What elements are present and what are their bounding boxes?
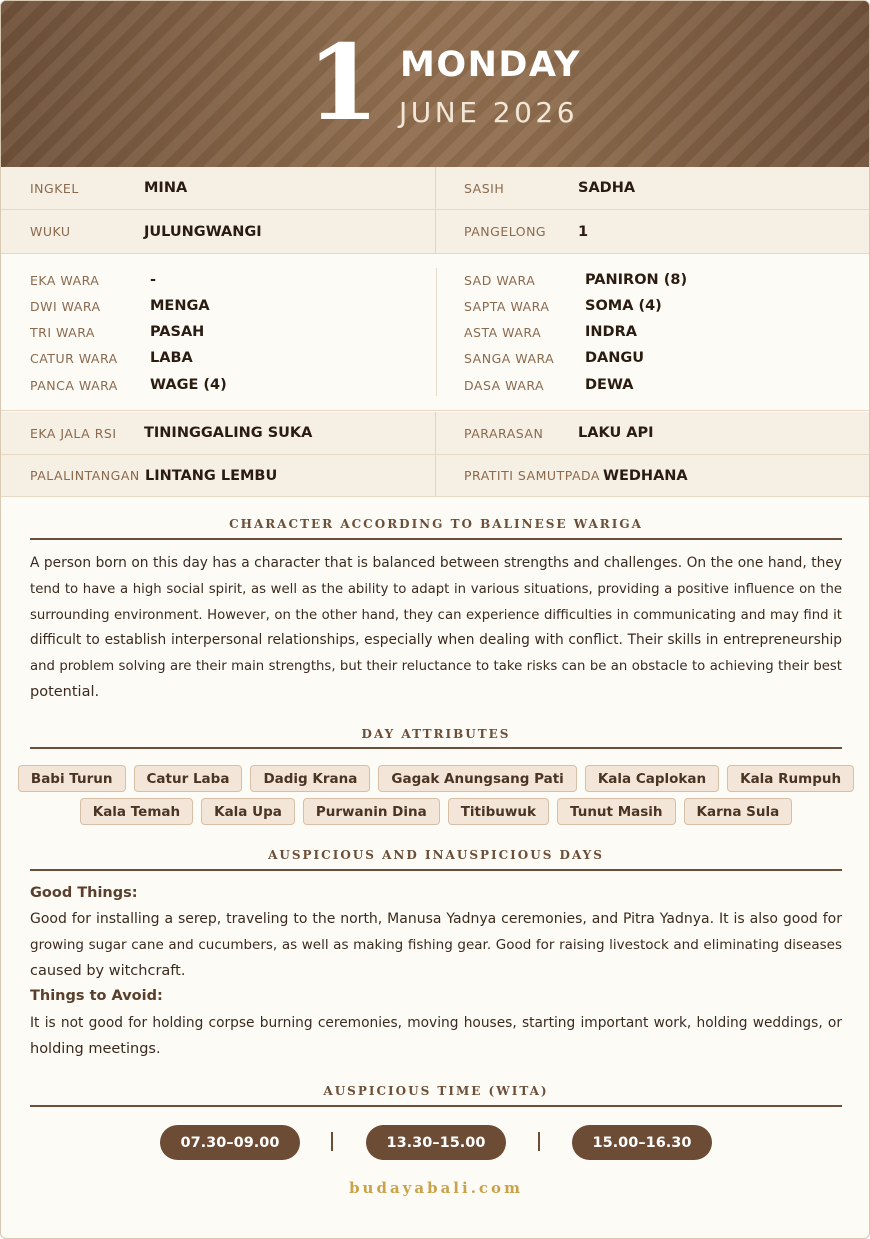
- wara-value: PANIRON (8): [585, 272, 688, 288]
- good-things-paragraph: [30, 907, 842, 984]
- info-cell-pararasan: [437, 412, 870, 454]
- info-value: WEDHANA: [603, 467, 688, 484]
- section-rule: [30, 538, 842, 540]
- attribute-chip: Kala Caplokan: [585, 765, 719, 792]
- month-year: JUNE 2026: [399, 96, 579, 129]
- wara-value: DEWA: [585, 377, 634, 393]
- section-title-days: AUSPICIOUS AND INAUSPICIOUS DAYS: [268, 848, 604, 862]
- wara-item-eka: [30, 269, 156, 291]
- section-title-attributes: DAY ATTRIBUTES: [361, 727, 511, 741]
- time-slot-pill: 15.00–16.30: [572, 1125, 712, 1160]
- attribute-chip: Babi Turun: [18, 765, 126, 792]
- wara-value: MENGA: [150, 298, 210, 314]
- wara-item-sanga: [464, 347, 644, 369]
- wara-value: INDRA: [585, 324, 637, 340]
- info-cell-wuku: [1, 210, 436, 253]
- wara-value: DANGU: [585, 350, 645, 366]
- time-slot-pill: 07.30–09.00: [160, 1125, 300, 1160]
- attribute-chip: Titibuwuk: [448, 798, 549, 825]
- attribute-chip: Dadig Krana: [250, 765, 370, 792]
- time-slots: [1, 1125, 870, 1160]
- avoid-heading: Things to Avoid:: [30, 988, 163, 1004]
- section-rule: [30, 869, 842, 871]
- wara-label: SAPTA WARA: [464, 298, 550, 314]
- info-value: 1: [578, 223, 589, 240]
- paragraph-line: and problem solving are their main strengths, but their reluctance to take risks can be an obstacle to achieving their best: [30, 659, 842, 675]
- good-things-heading: Good Things:: [30, 885, 138, 901]
- attribute-chip: Catur Laba: [134, 765, 243, 792]
- attribute-chip: Karna Sula: [684, 798, 793, 825]
- wara-label: DASA WARA: [464, 377, 545, 393]
- wara-divider: [436, 268, 437, 396]
- info-cell-pangelong: [437, 210, 870, 253]
- info-row-wuku-pangelong: [1, 210, 870, 254]
- section-title-times: AUSPICIOUS TIME (WITA): [323, 1084, 549, 1098]
- wara-label: SANGA WARA: [464, 350, 555, 366]
- info-cell-pratiti-samutpada: [437, 455, 870, 496]
- weekday: MONDAY: [400, 45, 582, 85]
- wara-value: -: [150, 272, 157, 288]
- wara-item-asta: [464, 321, 637, 343]
- info-label: WUKU: [30, 224, 71, 239]
- info-value: MINA: [144, 180, 188, 196]
- attribute-chip: Kala Rumpuh: [727, 765, 854, 792]
- paragraph-line: growing sugar cane and cucumbers, as well as making fishing gear. Good for raising livestock and eliminating diseases: [30, 936, 842, 953]
- wara-label: SAD WARA: [464, 272, 536, 288]
- date-header: [1, 1, 870, 167]
- wara-label: CATUR WARA: [30, 350, 118, 366]
- info-label: SASIH: [464, 180, 505, 196]
- wara-value: LABA: [150, 350, 193, 366]
- wara-item-dasa: [464, 374, 634, 396]
- info-cell-ingkel: [1, 167, 436, 209]
- paragraph-line: Good for installing a serep, traveling to the north, Manusa Yadnya ceremonies, and Pitra Yadnya. It is also good for: [30, 911, 842, 927]
- info-value: TININGGALING SUKA: [144, 425, 313, 441]
- paragraph-line: potential.: [30, 683, 100, 700]
- wara-label: PANCA WARA: [30, 377, 118, 393]
- wara-label: DWI WARA: [30, 298, 101, 314]
- wara-grid: [1, 254, 870, 411]
- paragraph-line: holding meetings.: [30, 1040, 161, 1057]
- info-value: LINTANG LEMBU: [145, 467, 278, 484]
- wara-value: WAGE (4): [150, 377, 227, 393]
- info-label: EKA JALA RSI: [30, 425, 117, 441]
- footer-site: budayabali.com: [349, 1179, 523, 1197]
- wara-value: PASAH: [150, 324, 205, 340]
- paragraph-line: surrounding environment. However, on the other hand, they can experience difficulties in communicating and may find it: [30, 607, 842, 623]
- time-separator: [331, 1132, 333, 1151]
- info-cell-palalintangan: [1, 455, 436, 496]
- wara-label: EKA WARA: [30, 272, 100, 288]
- paragraph-line: tend to have a high social spirit, as well as the ability to adapt in various situations, providing a positive influence on the: [30, 581, 842, 597]
- section-title-character: CHARACTER ACCORDING TO BALINESE WARIGA: [229, 517, 643, 531]
- paragraph-line: caused by witchcraft.: [30, 962, 186, 979]
- wara-item-panca: [30, 374, 227, 396]
- info-cell-sasih: [437, 167, 870, 209]
- wara-item-sapta: [464, 295, 662, 317]
- info-value: LAKU API: [578, 425, 654, 441]
- wara-item-catur: [30, 347, 193, 369]
- wara-value: SOMA (4): [585, 298, 662, 314]
- info-label: PARARASAN: [464, 425, 544, 441]
- paragraph-line: A person born on this day has a character that is balanced between strengths and challenges. On the one hand, they: [30, 555, 842, 571]
- paragraph-line: It is not good for holding corpse burning ceremonies, moving houses, starting important work, holding weddings, or: [30, 1015, 842, 1031]
- day-number: 1: [306, 21, 380, 144]
- info-row-ingkel-sasih: [1, 167, 870, 210]
- attribute-row-2: [1, 798, 870, 825]
- attribute-chip: Kala Upa: [201, 798, 295, 825]
- info-label: PANGELONG: [464, 224, 547, 239]
- section-rule: [30, 1105, 842, 1107]
- time-slot-pill: 13.30–15.00: [366, 1125, 506, 1160]
- attribute-chip: Purwanin Dina: [303, 798, 440, 825]
- character-paragraph: [30, 551, 842, 706]
- wara-item-dwi: [30, 295, 210, 317]
- attribute-chip: Tunut Masih: [557, 798, 676, 825]
- wara-label: TRI WARA: [30, 324, 95, 340]
- info-label: INGKEL: [30, 180, 79, 196]
- info-label: PALALINTANGAN: [30, 468, 140, 483]
- attribute-chip: Gagak Anungsang Pati: [378, 765, 576, 792]
- avoid-paragraph: [30, 1011, 842, 1063]
- wara-item-tri: [30, 321, 204, 343]
- info-value: JULUNGWANGI: [144, 223, 262, 240]
- info-label: PRATITI SAMUTPADA: [464, 468, 600, 483]
- info-value: SADHA: [578, 180, 636, 196]
- info-cell-eka-jala-rsi: [1, 412, 436, 454]
- time-separator: [538, 1132, 540, 1151]
- wara-label: ASTA WARA: [464, 324, 542, 340]
- attribute-chip: Kala Temah: [80, 798, 193, 825]
- paragraph-line: difficult to establish interpersonal relationships, especially when dealing with conflict. Their skills in entrepreneurship: [30, 632, 842, 649]
- info-row-palalintangan: [1, 455, 870, 497]
- attribute-row-1: [1, 765, 870, 792]
- wara-item-sad: [464, 269, 687, 291]
- info-row-eka-jala-rsi: [1, 412, 870, 455]
- section-rule: [30, 747, 842, 749]
